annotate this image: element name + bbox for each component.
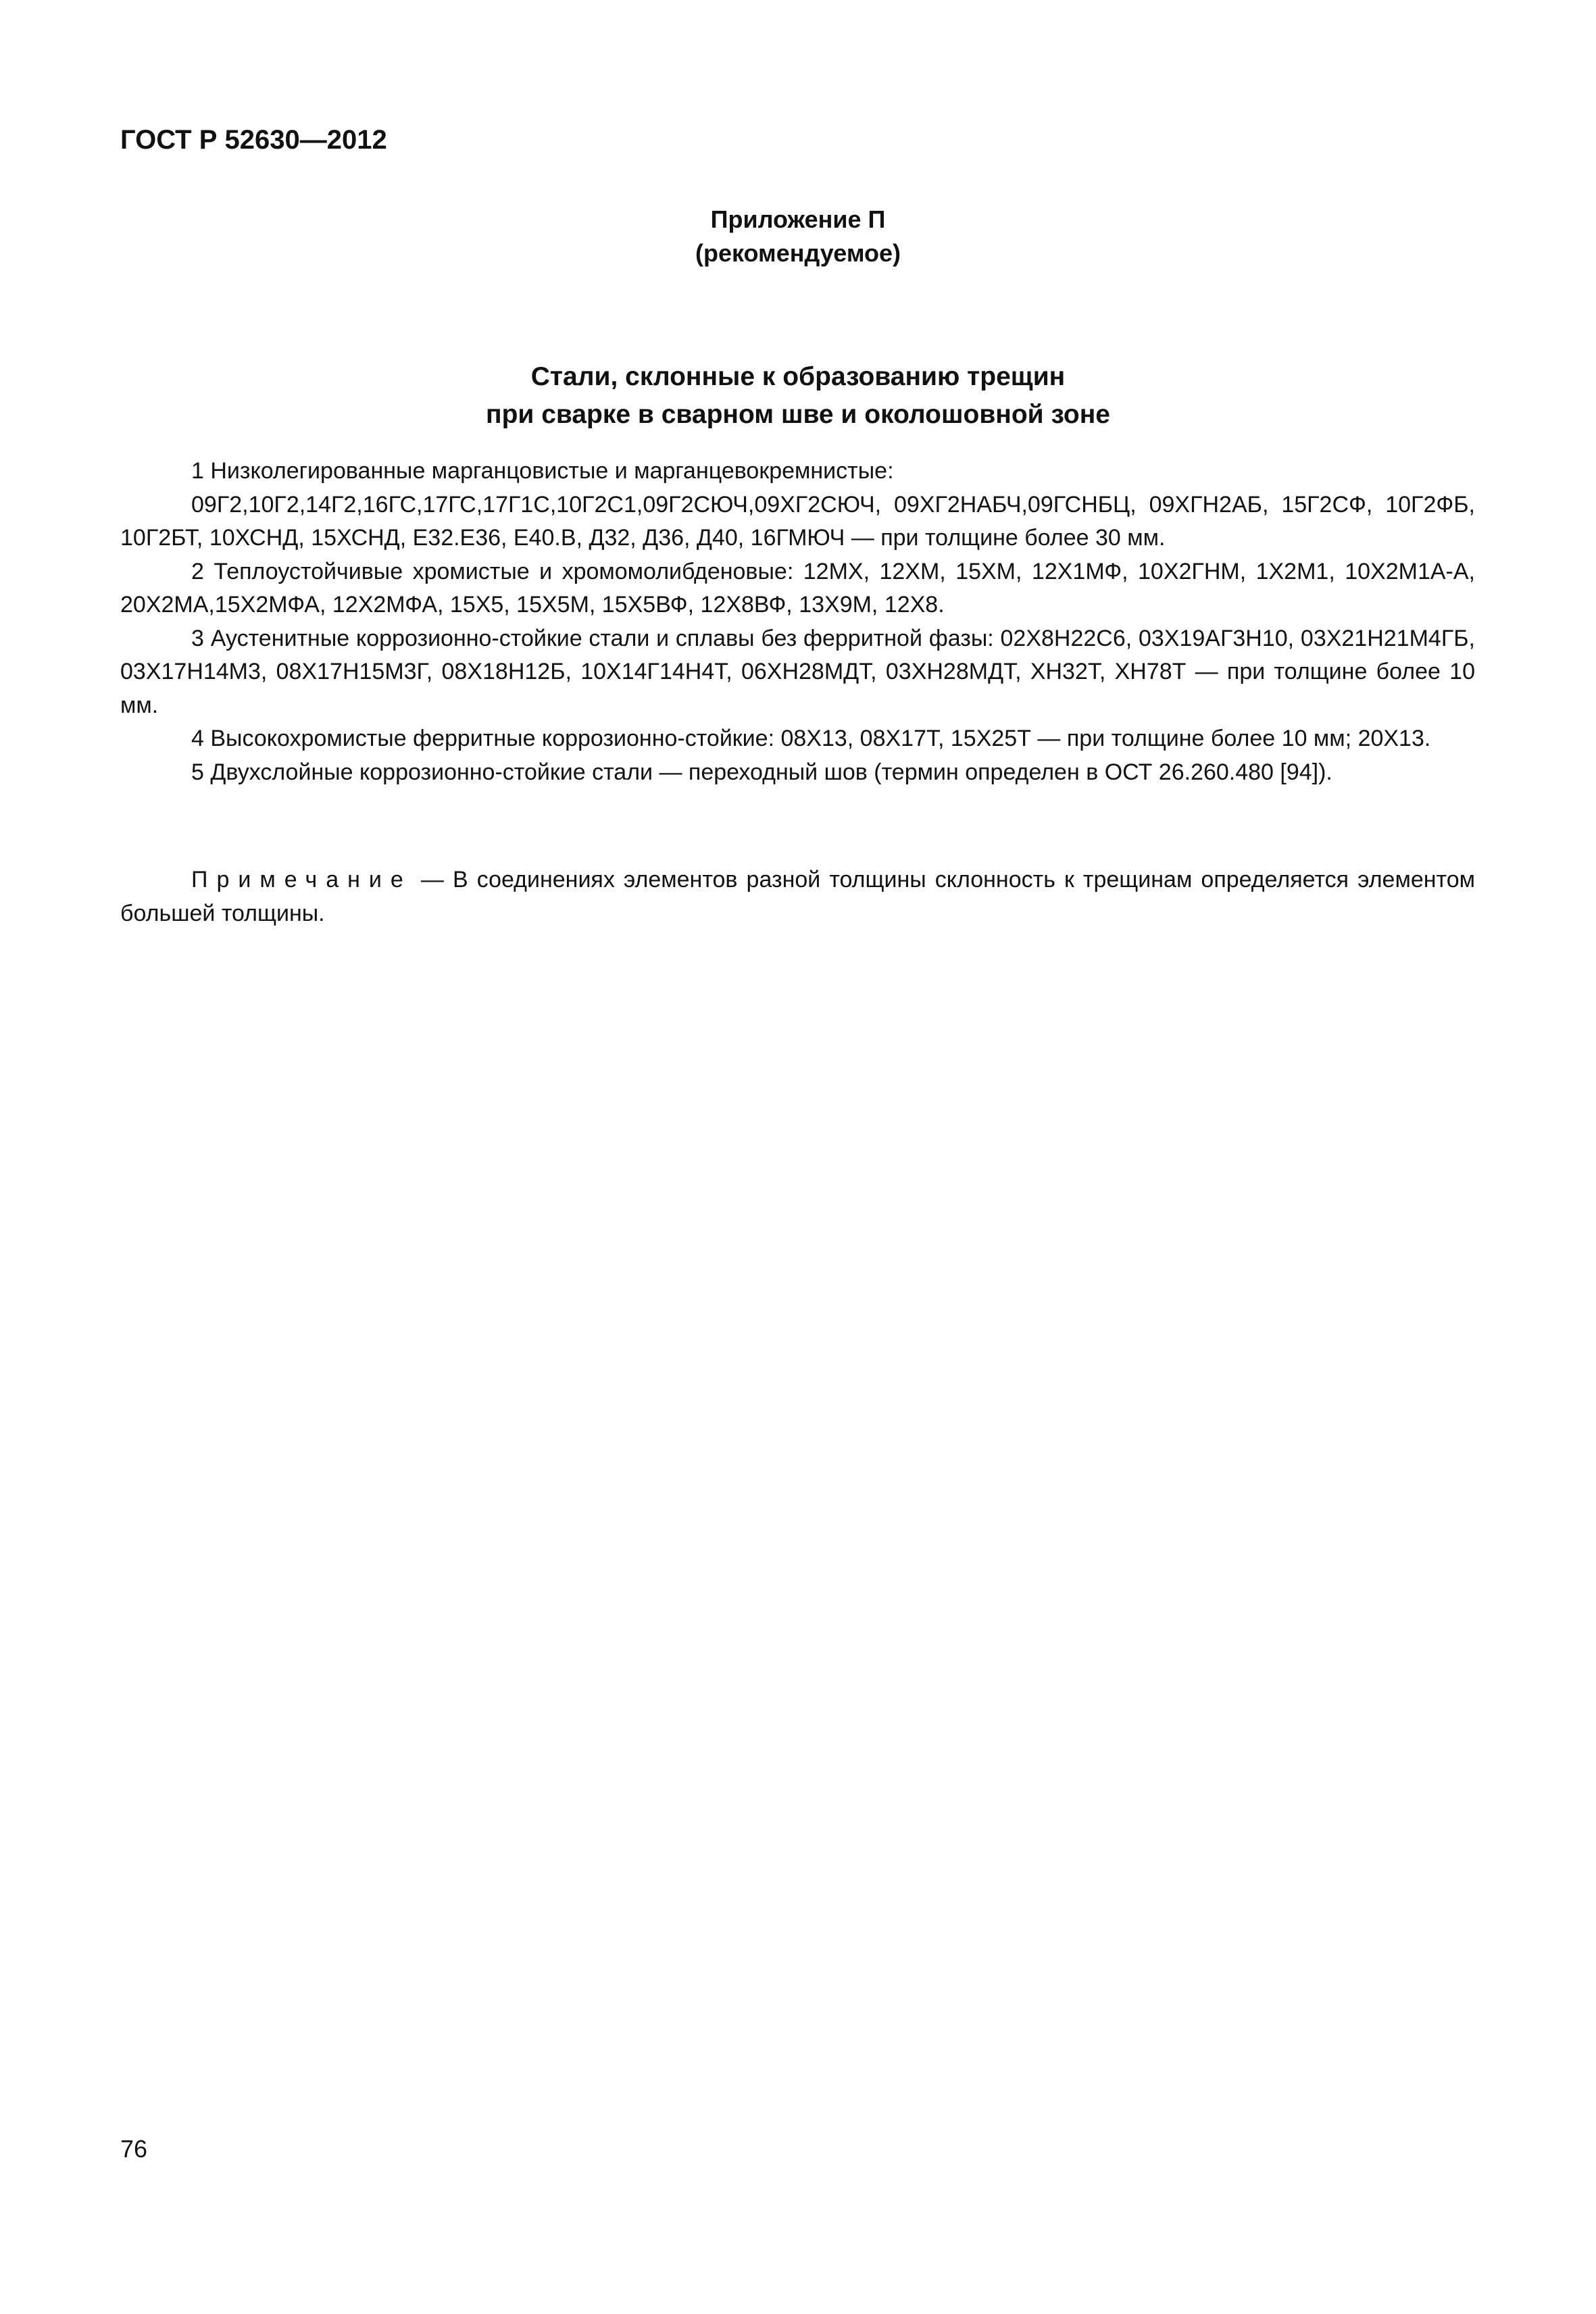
note — [120, 863, 1475, 930]
list-item-4: 4 Высокохромистые ферритные коррозионно-стойкие: 08Х13, 08Х17Т, 15Х25Т — при толщине более 10 мм; 20Х13. — [191, 726, 1431, 751]
appendix-title: Приложение П — [710, 205, 886, 233]
section-title — [0, 358, 1596, 434]
note-label: Примечание — [191, 867, 412, 892]
note-paragraph — [120, 863, 1475, 930]
steel-list — [120, 455, 1475, 789]
list-item-1-grades: 09Г2,10Г2,14Г2,16ГС,17ГС,17Г1С,10Г2С1,09Г2СЮЧ,09ХГ2СЮЧ, 09ХГ2НАБЧ,09ГСНБЦ, 09ХГН2АБ, 15Г2СФ, 10Г2ФБ, 10Г2БТ, 10ХСНД, 15ХСНД, Е32.Е36, Е40.В, Д32, Д36, Д40, 16ГМЮЧ — при толщине более 30 мм. — [120, 491, 1475, 551]
section-title-line-1: Стали, склонные к образованию трещин — [530, 362, 1066, 391]
section-title-line-2: при сварке в сварном шве и околошовной зоне — [486, 400, 1110, 429]
list-item-3: 3 Аустенитные коррозионно-стойкие стали и сплавы без ферритной фазы: 02Х8Н22С6, 03Х19АГ3Н10, 03Х21Н21М4ГБ, 03Х17Н14М3, 08Х17Н15М3Г, 08Х18Н12Б, 10Х14Г14Н4Т, 06ХН28МДТ, 03ХН28МДТ, ХН32Т, ХН78Т — при толщине более 10 мм. — [120, 625, 1475, 718]
document-id: ГОСТ Р 52630—2012 — [120, 125, 387, 155]
appendix-heading — [0, 203, 1596, 270]
appendix-subtitle: (рекомендуемое) — [695, 239, 901, 267]
note-text: — В соединениях элементов разной толщины склонность к трещинам определяется элементом большей толщины. — [120, 867, 1476, 926]
list-item-5: 5 Двухслойные коррозионно-стойкие стали — переходный шов (термин определен в ОСТ 26.260.480 [94]). — [191, 759, 1332, 785]
page-number: 76 — [120, 2135, 148, 2163]
list-item-1-heading: 1 Низколегированные марганцовистые и марганцевокремнистые: — [191, 458, 894, 484]
list-item-2: 2 Теплоустойчивые хромистые и хромомолибденовые: 12МХ, 12ХМ, 15ХМ, 12Х1МФ, 10Х2ГНМ, 1Х2М1, 10Х2М1А-А, 20Х2МА,15Х2МФА, 12Х2МФА, 15Х5, 15Х5М, 15Х5ВФ, 12Х8ВФ, 13Х9М, 12Х8. — [120, 558, 1475, 618]
